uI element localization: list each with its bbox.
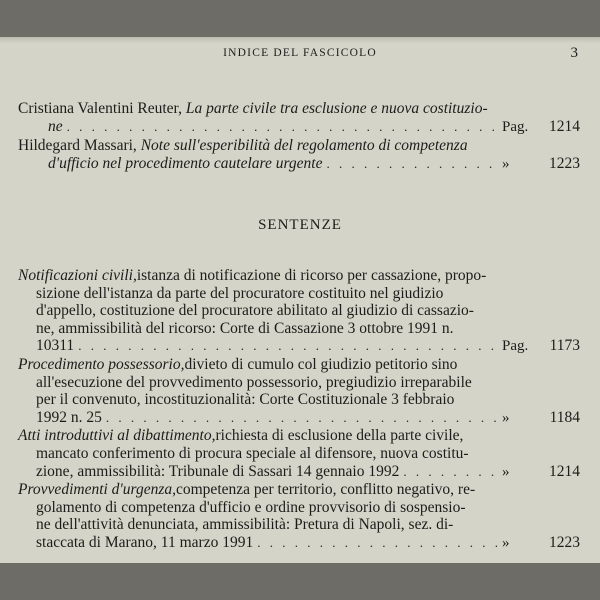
decision-subject: Atti introduttivi al dibattimento,: [18, 427, 216, 445]
ref-page: 1223: [549, 154, 580, 172]
decision-text: mancato conferimento di procura speciale al difensore, nuova costitu-: [36, 444, 469, 462]
running-title: INDICE DEL FASCICOLO: [223, 47, 377, 59]
dot-leader: [327, 155, 499, 173]
ref-label: Pag.: [502, 338, 529, 355]
decision-text: competenza per territorio, conflitto negativo, re-: [176, 481, 476, 499]
decision-entry: [0, 356, 600, 427]
entry-line: [18, 356, 580, 374]
book-page: [0, 37, 600, 563]
ref-page: 1214: [549, 118, 580, 136]
ref-label: »: [502, 155, 510, 172]
ref-page: 1173: [549, 337, 580, 355]
entry-line: [18, 391, 580, 409]
ref-label: »: [502, 409, 510, 426]
decision-text: divieto di cumulo col giudizio petitorio sino: [184, 355, 458, 373]
entry-line: [18, 409, 580, 428]
page-reference: [502, 463, 580, 482]
essay-title-continued: ne: [48, 118, 63, 136]
essay-author: Cristiana Valentini Reuter,: [18, 100, 182, 117]
decision-subject: Procedimento possessorio,: [18, 355, 185, 373]
entry-line: [18, 118, 580, 136]
entry-line: [18, 285, 580, 303]
essay-title-continued: d'ufficio nel procedimento cautelare urgente: [48, 154, 323, 172]
decision-text: staccata di Marano, 11 marzo 1991: [36, 533, 254, 551]
dot-leader: [106, 409, 498, 427]
entry-line: [18, 516, 580, 534]
decision-text: 1992 n. 25: [36, 408, 102, 426]
essays-list: [0, 100, 600, 173]
essay-author: Hildegard Massari,: [18, 136, 137, 154]
decision-subject: Notificazioni civili,: [18, 267, 137, 284]
ref-label: Pag.: [502, 119, 529, 136]
page-number: 3: [570, 45, 578, 61]
decision-text: sizione dell'istanza da parte del procuratore costituito nel giudizio: [36, 284, 444, 302]
entry-line: [18, 499, 580, 517]
entry-line: [18, 481, 580, 499]
entry-line: [18, 534, 580, 553]
decision-text: istanza di notificazione di ricorso per cassazione, propo-: [136, 267, 487, 284]
decision-text: ne dell'attività denunciata, ammissibilità: Pretura di Napoli, sez. di-: [36, 516, 454, 534]
decision-entry: [0, 427, 600, 481]
page-reference: [502, 155, 580, 173]
decision-text: d'appello, costituzione del procuratore abilitato al giudizio di cassazio-: [36, 302, 474, 320]
entry-line: [18, 445, 580, 463]
page-shadow: [0, 37, 600, 43]
page-reference: [502, 534, 580, 553]
entry-line: [18, 267, 580, 285]
decision-subject: Provvedimenti d'urgenza,: [18, 481, 176, 499]
ref-label: »: [502, 463, 510, 480]
decision-text: per il convenuto, incostituzionalità: Corte Costituzionale 3 febbraio: [36, 391, 455, 409]
decision-text: 10311: [36, 337, 75, 355]
entry-line: [18, 320, 580, 338]
entry-line: [18, 137, 580, 155]
decision-text: richiesta di esclusione della parte civile,: [215, 427, 464, 445]
dot-leader: [78, 337, 498, 355]
essay-title: La parte civile tra esclusione e nuova costituzio-: [185, 100, 488, 117]
dot-leader: [257, 534, 498, 552]
dot-leader: [67, 118, 498, 136]
section-heading: SENTENZE: [258, 217, 342, 233]
decision-text: all'esecuzione del provvedimento possessorio, pregiudizio irreparabile: [36, 373, 472, 391]
essay-entry: [0, 100, 600, 137]
page-reference: [502, 409, 580, 428]
dot-leader: [403, 463, 498, 481]
entry-line: [18, 463, 580, 482]
entry-line: [18, 302, 580, 320]
entry-line: [18, 100, 580, 118]
essay-title: Note sull'esperibilità del regolamento di competenza: [140, 136, 468, 154]
ref-page: 1223: [549, 533, 580, 551]
ref-label: »: [502, 534, 510, 551]
decision-text: zione, ammissibilità: Tribunale di Sassari 14 gennaio 1992: [36, 462, 400, 480]
decision-text: golamento di competenza d'ufficio e ordine provvisorio di sospensio-: [36, 498, 466, 516]
page-reference: [502, 118, 580, 136]
decision-entry: [0, 481, 600, 552]
decisions-list: [0, 267, 600, 553]
ref-page: 1184: [549, 408, 580, 426]
decision-text: ne, ammissibilità del ricorso: Corte di Cassazione 3 ottobre 1991 n.: [36, 319, 454, 337]
essay-entry: [0, 137, 600, 174]
entry-line: [18, 337, 580, 356]
page-reference: [502, 337, 580, 356]
entry-line: [18, 155, 580, 173]
entry-line: [18, 374, 580, 392]
ref-page: 1214: [549, 462, 580, 480]
running-head: [0, 45, 600, 65]
decision-entry: [0, 267, 600, 356]
entry-line: [18, 427, 580, 445]
